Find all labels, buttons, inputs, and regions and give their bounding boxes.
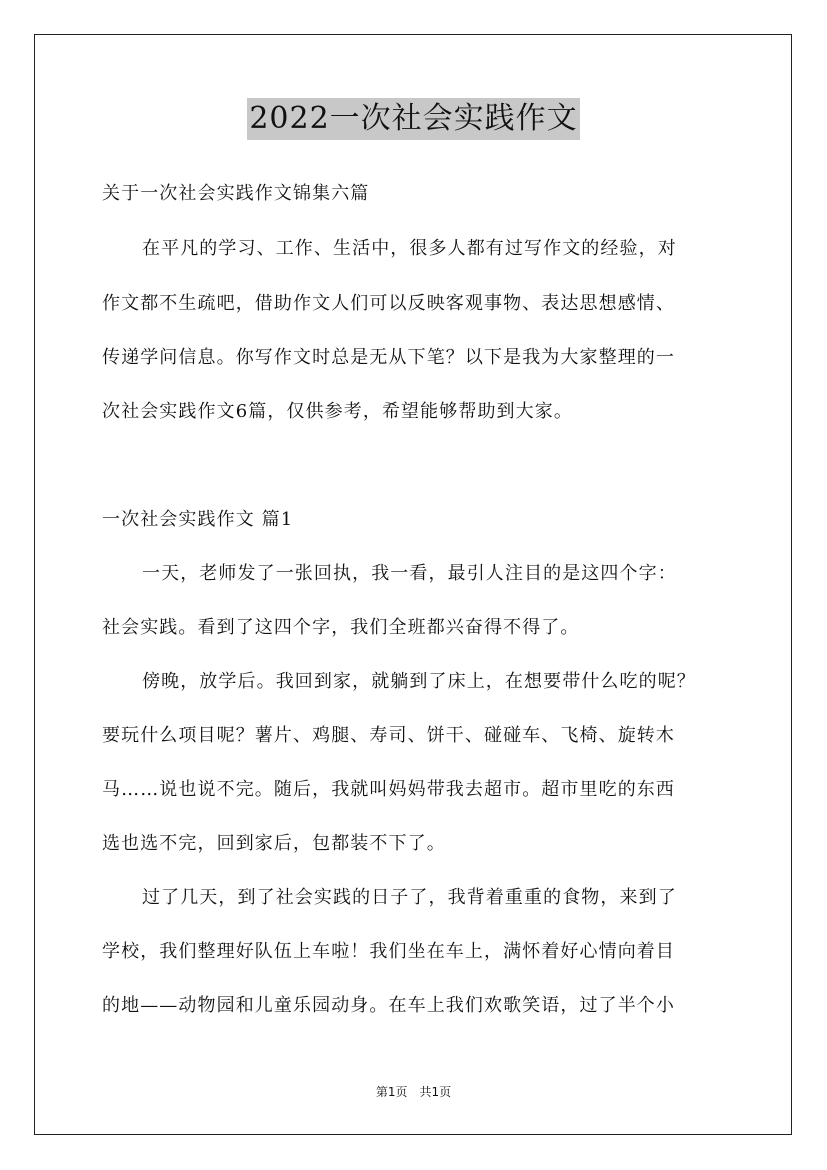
paragraph-line: 作文都不生疏吧，借助作文人们可以反映客观事物、表达思想感情、 — [102, 293, 675, 314]
paragraph-line: 的地——动物园和儿童乐园动身。在车上我们欢歌笑语，过了半个小 — [102, 995, 675, 1016]
paragraph-line: 次社会实践作文6篇，仅供参考，希望能够帮助到大家。 — [102, 401, 573, 422]
page-footer — [0, 1083, 827, 1100]
paragraph-line: 选也选不完，回到家后，包都装不下了。 — [102, 833, 446, 854]
document-title: 2022一次社会实践作文 — [247, 98, 579, 140]
page-number: 第1页 — [375, 1085, 408, 1099]
page-total: 共1页 — [419, 1085, 452, 1099]
paragraph-line: 一天，老师发了一张回执，我一看，最引人注目的是这四个字： — [142, 563, 677, 584]
paragraph-line: 要玩什么项目呢？薯片、鸡腿、寿司、饼干、碰碰车、飞椅、旋转木 — [102, 725, 675, 746]
paragraph-line: 学校，我们整理好队伍上车啦！我们坐在车上，满怀着好心情向着目 — [102, 941, 675, 962]
paragraph-line: 傍晚，放学后。我回到家，就躺到了床上，在想要带什么吃的呢？ — [142, 671, 696, 692]
paragraph-line: 在平凡的学习、工作、生活中，很多人都有过写作文的经验，对 — [142, 238, 677, 259]
document-subtitle: 关于一次社会实践作文锦集六篇 — [102, 183, 370, 204]
title-container — [0, 98, 827, 140]
section-heading: 一次社会实践作文 篇1 — [102, 509, 294, 530]
paragraph-line: 传递学问信息。你写作文时总是无从下笔？以下是我为大家整理的一 — [102, 347, 675, 368]
paragraph-line: 社会实践。看到了这四个字，我们全班都兴奋得不得了。 — [102, 617, 580, 638]
paragraph-line: 马……说也说不完。随后，我就叫妈妈带我去超市。超市里吃的东西 — [102, 779, 675, 800]
paragraph-line: 过了几天，到了社会实践的日子了，我背着重重的食物，来到了 — [142, 887, 677, 908]
